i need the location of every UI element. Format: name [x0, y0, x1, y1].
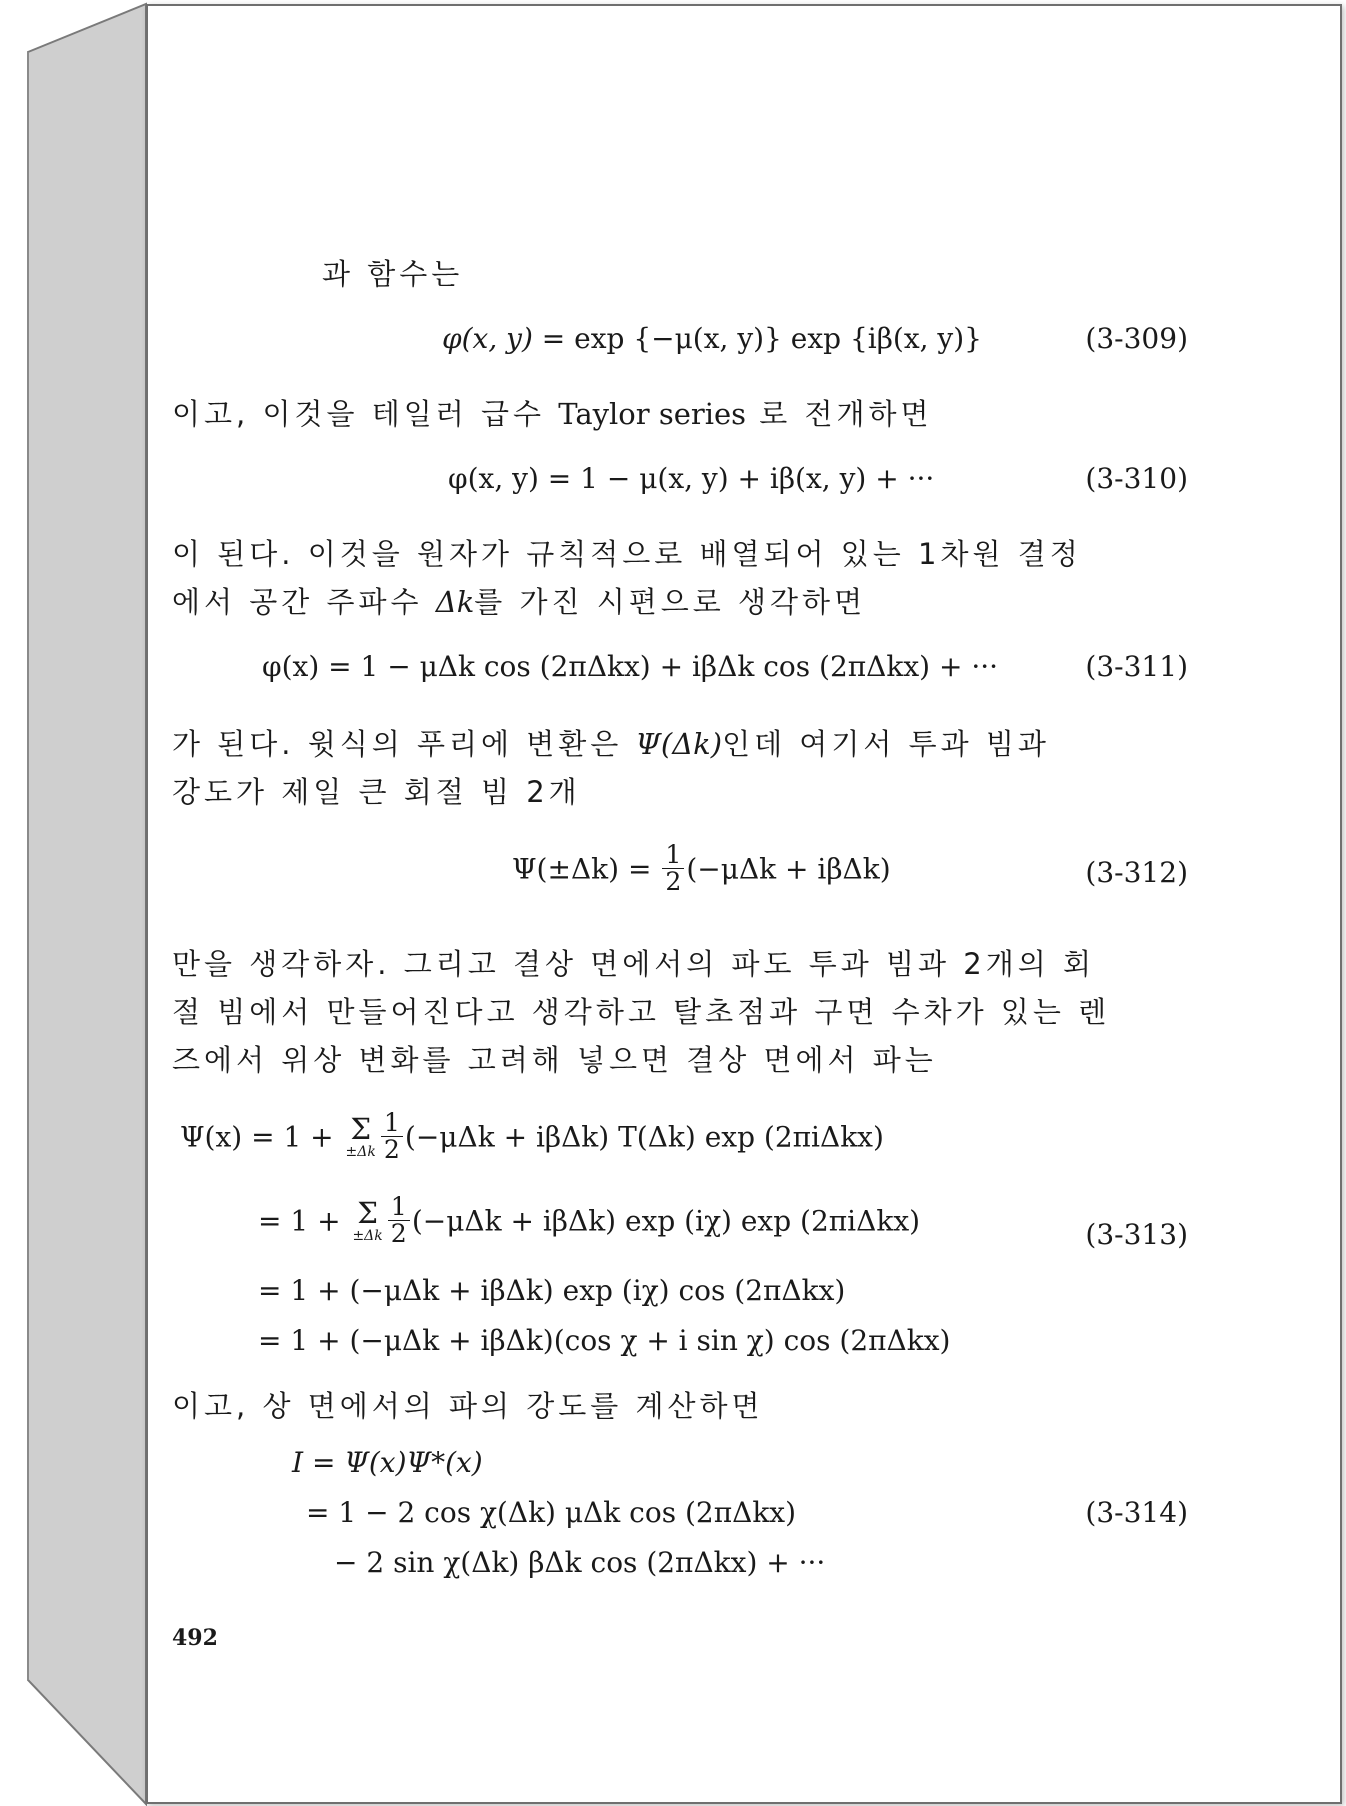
text-after-310-line2: 에서 공간 주파수 Δk를 가진 시편으로 생각하면 — [172, 585, 867, 619]
eq311-number: (3-311) — [1085, 650, 1188, 683]
equation-3-313 — [172, 1110, 1192, 1400]
eq313-fraction-1: $\frac{1}{2}$ — [381, 1110, 403, 1164]
eq312-rhs: (−μΔk + iβΔk) — [686, 852, 891, 886]
page-number: 492 — [172, 1625, 218, 1651]
text-after-313: 이고, 상 면에서의 파의 강도를 계산하면 — [172, 1389, 764, 1423]
text-after-312-line1: 만을 생각하자. 그리고 결상 면에서의 파도 투과 빔과 2개의 회 — [172, 947, 1095, 981]
eq314-line3: − 2 sin χ(Δk) βΔk cos (2πΔkx) + ··· — [334, 1546, 826, 1579]
eq313-fraction-2: $\frac{1}{2}$ — [388, 1194, 410, 1248]
equation-3-311 — [172, 650, 1192, 698]
equation-3-312 — [172, 842, 1192, 912]
intro-text: 과 함수는 — [322, 257, 464, 291]
psi-delta-k: Ψ(Δk) — [635, 727, 723, 761]
text-after-311-line1: 가 된다. 윗식의 푸리에 변환은 Ψ(Δk)인데 여기서 투과 빔과 — [172, 727, 1050, 761]
text-after-311-line2: 강도가 제일 큰 회절 빔 2개 — [172, 775, 581, 809]
eq309-rhs: = exp {−μ(x, y)} exp {iβ(x, y)} — [541, 322, 982, 355]
eq312-lhs: Ψ(±Δk) = — [512, 852, 652, 886]
sum-operator: Σ ±Δk — [345, 1112, 376, 1160]
eq314-line2: = 1 − 2 cos χ(Δk) μΔk cos (2πΔkx) — [306, 1496, 796, 1529]
eq314-line1: I = Ψ(x)Ψ*(x) — [292, 1446, 483, 1479]
eq314-number: (3-314) — [1085, 1496, 1188, 1529]
eq313-line1: Ψ(x) = 1 + Σ ±Δk $\frac{1}{2}$ (−μΔk + iβΔk) T(Δk) exp (2πiΔkx) — [180, 1108, 884, 1165]
eq312-fraction: $\frac{1}{2}$ — [662, 842, 684, 896]
text-after-309: 이고, 이것을 테일러 급수 Taylor series 로 전개하면 — [172, 397, 933, 431]
equation-3-309 — [172, 322, 1192, 370]
eq313-line4: = 1 + (−μΔk + iβΔk)(cos χ + i sin χ) cos (2πΔkx) — [258, 1324, 951, 1357]
eq313-line2: = 1 + Σ ±Δk $\frac{1}{2}$ (−μΔk + iβΔk) exp (iχ) exp (2πiΔkx) — [258, 1192, 921, 1249]
eq313-number: (3-313) — [1085, 1218, 1188, 1251]
eq310-expr: φ(x, y) = 1 − μ(x, y) + iβ(x, y) + ··· — [448, 462, 935, 495]
delta-k-symbol: Δk — [435, 585, 475, 619]
equation-3-314 — [172, 1446, 1192, 1626]
eq311-expr: φ(x) = 1 − μΔk cos (2πΔkx) + iβΔk cos (2πΔkx) + ··· — [262, 650, 999, 683]
text-after-312-line2: 절 빔에서 만들어진다고 생각하고 탈초점과 구면 수차가 있는 렌 — [172, 995, 1111, 1029]
eq312-number: (3-312) — [1085, 856, 1188, 889]
eq313-line3: = 1 + (−μΔk + iβΔk) exp (iχ) cos (2πΔkx) — [258, 1274, 846, 1307]
text-after-312-line3: 즈에서 위상 변화를 고려해 넣으면 결상 면에서 파는 — [172, 1043, 937, 1077]
eq309-number: (3-309) — [1085, 322, 1188, 355]
text-after-310-line1: 이 된다. 이것을 원자가 규칙적으로 배열되어 있는 1차원 결정 — [172, 537, 1082, 571]
eq309-lhs: φ(x, y) — [442, 322, 533, 355]
equation-3-310 — [172, 462, 1192, 510]
sum-operator-2: Σ ±Δk — [352, 1196, 383, 1244]
eq310-number: (3-310) — [1085, 462, 1188, 495]
